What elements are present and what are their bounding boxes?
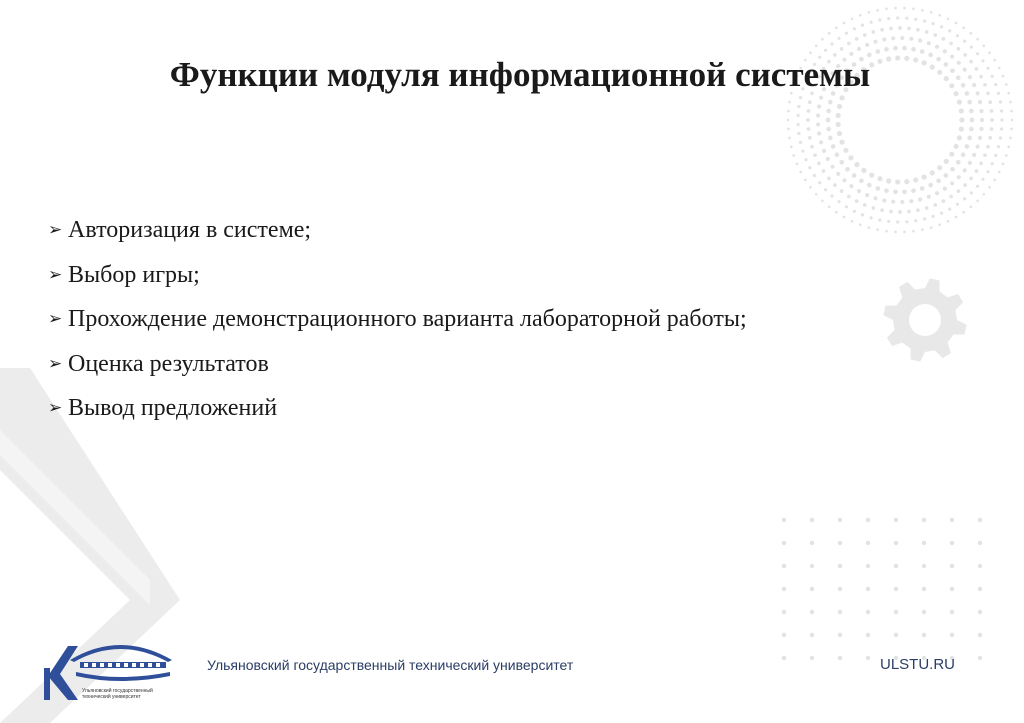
- dotted-ring-decoration: [787, 7, 1014, 233]
- gear-icon: [883, 278, 966, 361]
- bullet-list: [48, 212, 747, 435]
- arrow-bullet-icon: ➢: [48, 220, 63, 239]
- slide-title: Функции модуля информационной системы: [169, 55, 871, 94]
- arrow-bullet-icon: ➢: [48, 398, 63, 417]
- bullet-item: ➢ Оценка результатов: [48, 346, 747, 391]
- logo-caption: Ульяновский государственный технический университет: [82, 688, 153, 700]
- arrow-bullet-icon: ➢: [48, 353, 63, 373]
- bullet-item: ➢ Авторизация в системе;: [48, 212, 747, 257]
- bullet-item: ➢ Вывод предложений: [48, 390, 747, 435]
- footer-website-link[interactable]: ULSTU.RU: [880, 656, 956, 673]
- bullet-item: ➢ Прохождение демонстрационного варианта лабораторной работы;: [48, 301, 747, 346]
- arrow-bullet-icon: ➢: [48, 309, 63, 328]
- footer-university-name: Ульяновский государственный технический университет: [207, 657, 574, 673]
- dot-grid-decoration: [782, 518, 982, 660]
- bullet-item: ➢ Выбор игры;: [48, 257, 747, 302]
- arrow-bullet-icon: ➢: [48, 264, 63, 284]
